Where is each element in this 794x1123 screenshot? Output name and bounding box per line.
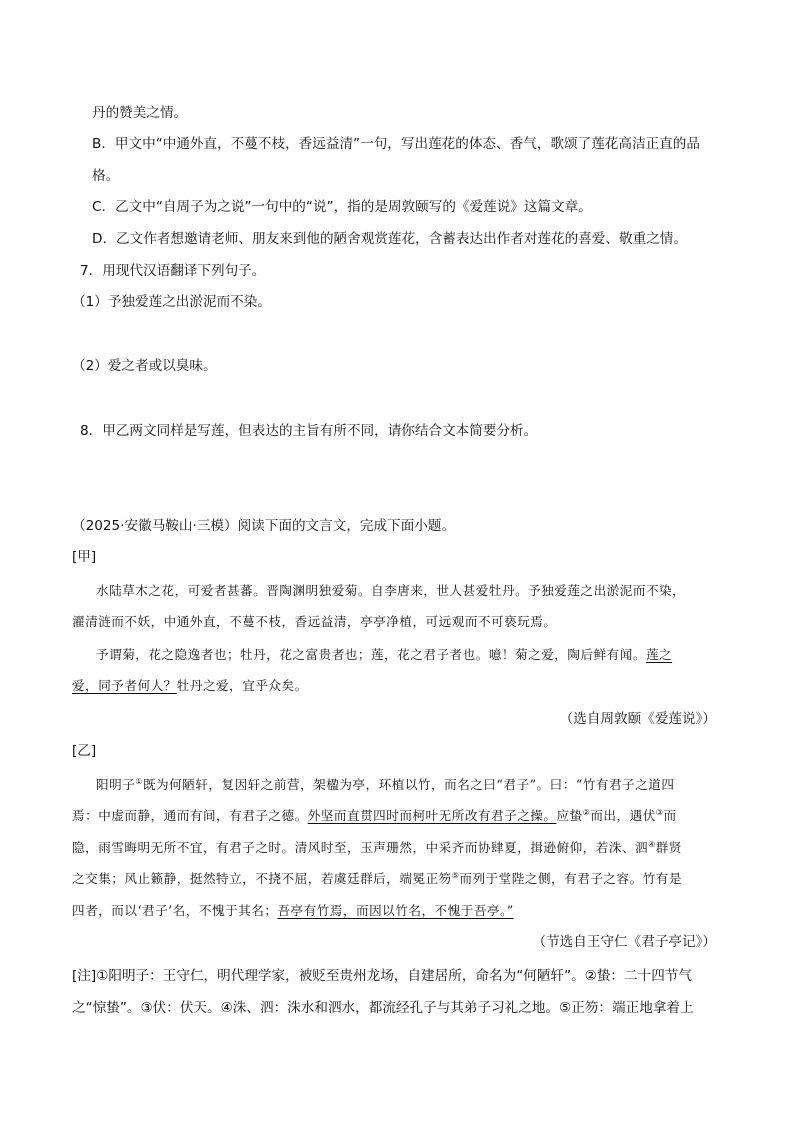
question-7-title: 7．用现代汉语翻译下列句子。 xyxy=(80,263,266,279)
notes-line1: [注]①阳明子：王守仁，明代理学家，被贬至贵州龙场，自建居所，命名为“何陋轩”。②蛰：二十四节气 xyxy=(72,968,692,984)
jia-para2-line1: 予谓菊，花之隐逸者也；牡丹，花之富贵者也；莲，花之君子者也。噫！菊之爱，陶后鲜有闻。莲之 xyxy=(96,647,673,662)
jia-para1-line1: 水陆草木之花，可爱者甚蕃。晋陶渊明独爱菊。自李唐来，世人甚爱牡丹。予独爱莲之出淤泥而不染， xyxy=(96,583,686,598)
yi-source: （节选自王守仁《君子亭记》） xyxy=(532,934,716,950)
question-7-sentence-2: （2）爱之者或以臭味。 xyxy=(72,358,217,374)
text-yi-label: [乙] xyxy=(72,743,97,759)
option-d: D．乙文作者想邀请老师、朋友来到他的陋舍观赏莲花，含蓄表达出作者对莲花的喜爱、敬重之情。 xyxy=(92,231,687,247)
footnote-marker: ① xyxy=(135,777,143,786)
footnote-marker: ③ xyxy=(655,808,664,817)
yi-line5: 四者，而以‘君子’名，不愧于其名；吾亭有竹焉，而因以竹名，不愧于吾亭。” xyxy=(72,903,514,918)
underlined-phrase: 爱，同予者何人？ xyxy=(72,678,177,693)
yi-line4: 之交集；风止籁静，挺然特立，不挠不屈，若虞廷群后，端冕正笏⑤而列于堂陛之侧，有君子之容。竹有是 xyxy=(72,871,682,886)
section-intro: （2025·安徽马鞍山·三模）阅读下面的文言文，完成下面小题。 xyxy=(72,518,456,534)
underlined-phrase: 莲之 xyxy=(645,647,673,662)
jia-source: （选自周敦颐《爱莲说》） xyxy=(559,711,716,727)
footnote-marker: ⑤ xyxy=(451,871,460,880)
option-b-line-2: 格。 xyxy=(92,168,120,184)
underlined-sentence: 外坚而直贯四时而柯叶无所改有君子之操。 xyxy=(307,808,557,823)
text-jia-label: [甲] xyxy=(72,549,97,565)
footnote-marker: ④ xyxy=(648,840,656,849)
question-7-sentence-1: （1）予独爱莲之出淤泥而不染。 xyxy=(72,294,271,310)
jia-para2-line2: 爱，同予者何人？牡丹之爱，宜乎众矣。 xyxy=(72,678,308,693)
option-a-tail: 丹的赞美之情。 xyxy=(92,105,188,121)
yi-line1: 阳明子①既为何陋轩，复因轩之前营，架楹为亭，环植以竹，而名之曰“君子”。曰：“竹有君子之道四 xyxy=(96,777,675,792)
question-8-title: 8．甲乙两文同样是写莲，但表达的主旨有所不同，请你结合文本简要分析。 xyxy=(80,423,538,439)
notes-line2: 之“惊蛰”。③伏：伏天。④洙、泗：洙水和泗水，都流经孔子与其弟子习礼之地。⑤正笏：端正地拿着上 xyxy=(72,1000,694,1016)
underlined-sentence: 吾亭有竹焉，而因以竹名，不愧于吾亭。” xyxy=(277,903,514,918)
yi-line2: 焉：中虚而静，通而有间，有君子之德。外坚而直贯四时而柯叶无所改有君子之操。应蛰②而出，遇伏③而 xyxy=(72,808,677,823)
option-b-line-1: B．甲文中“中通外直，不蔓不枝，香远益清”一句，写出莲花的体态、香气，歌颂了莲花高洁正直的品 xyxy=(92,136,700,152)
option-c: C．乙文中“自周子为之说”一句中的“说”，指的是周敦颐写的《爱莲说》这篇文章。 xyxy=(92,199,592,215)
yi-line3: 隐，雨雪晦明无所不宜，有君子之时。清风时至，玉声珊然，中采齐而协肆夏，揖逊俯仰，若洙、泗④群贤 xyxy=(72,840,682,855)
footnote-marker: ② xyxy=(582,808,591,817)
jia-para1-line2: 濯清涟而不妖，中通外直，不蔓不枝，香远益清，亭亭净植，可远观而不可亵玩焉。 xyxy=(72,614,557,629)
